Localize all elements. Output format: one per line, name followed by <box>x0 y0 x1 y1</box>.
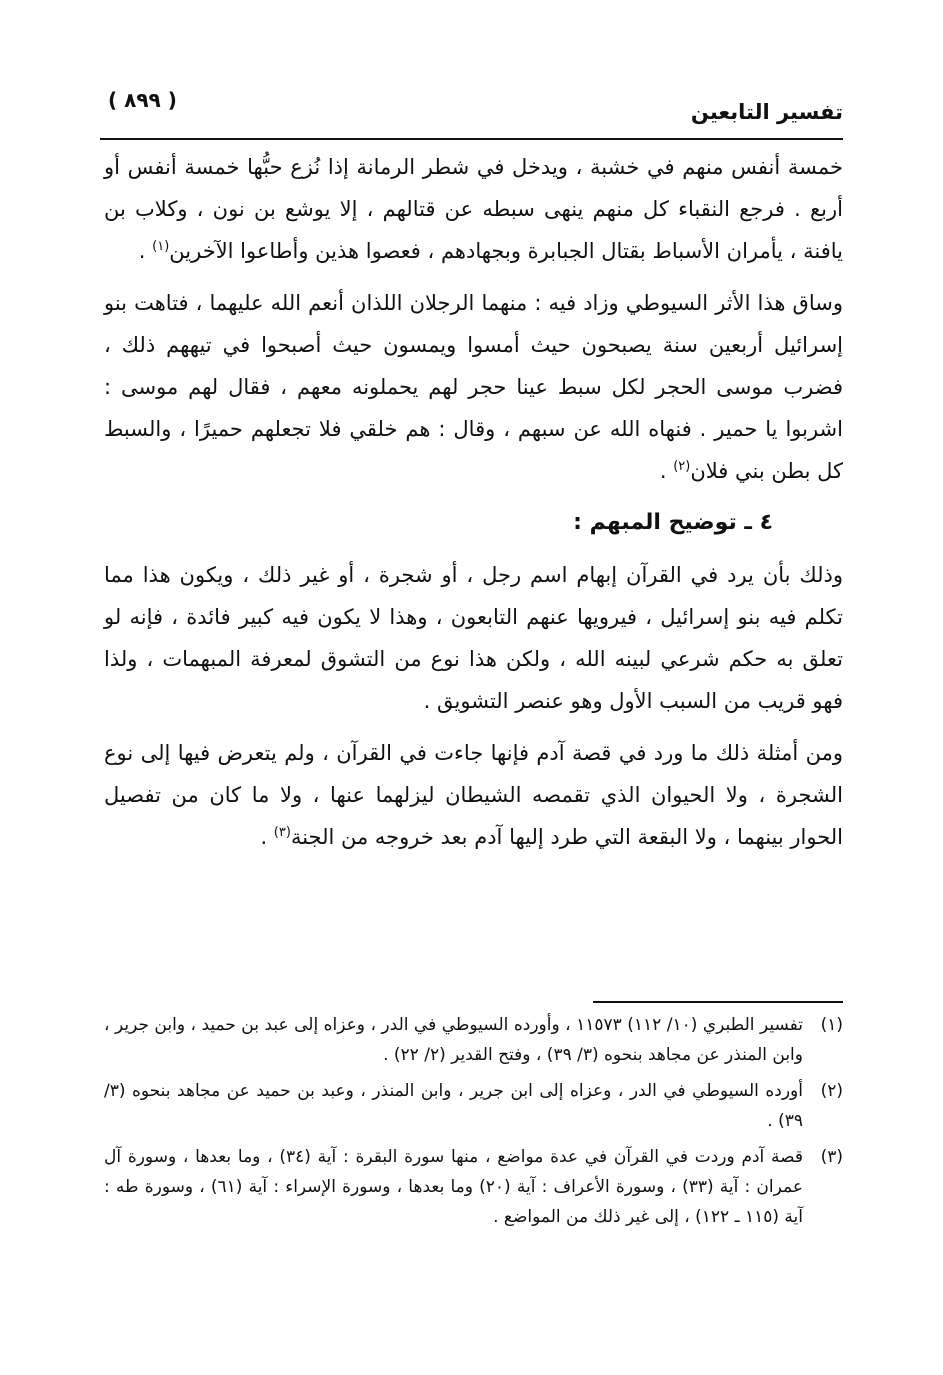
footnotes <box>104 1010 843 1238</box>
paragraph-1 <box>104 146 843 272</box>
main-text <box>104 146 843 858</box>
header-divider <box>100 138 843 140</box>
footnote <box>104 1142 843 1232</box>
paragraph-1-end: . <box>138 239 153 263</box>
footnote-text: تفسير الطبري (١٠/ ١١٢) ١١٥٧٣ ، وأورده السيوطي في الدر ، وعزاه إلى عبد بن حميد ، وابن جرير ، وابن المنذر عن مجاهد بنحوه (٣/ ٣٩) ، وفتح القدير (٢/ ٢٢) . <box>104 1015 803 1065</box>
paragraph-4-end: . <box>260 825 274 849</box>
running-title: تفسير التابعين <box>690 100 843 124</box>
footnote <box>104 1076 843 1136</box>
paragraph-4 <box>104 732 843 858</box>
footnote-divider <box>593 1001 843 1003</box>
footnote-ref-3: (٣) <box>273 825 291 840</box>
footnote-number: (٣) <box>820 1147 843 1167</box>
paragraph-4-text: ومن أمثلة ذلك ما ورد في قصة آدم فإنها جاءت في القرآن ، ولم يتعرض فيها إلى نوع الشجرة ، ولا الحيوان الذي تقمصه الشيطان ليزلهما عنها ، ولا ما كان من تفصيل الحوار بينهما ، ولا البقعة التي طرد إليها آدم بعد خروجه من الجنة <box>104 741 843 849</box>
footnote-number: (٢) <box>820 1081 843 1101</box>
footnote-ref-1: (١) <box>152 239 170 254</box>
paragraph-2 <box>104 282 843 492</box>
footnote-ref-2: (٢) <box>673 459 691 474</box>
footnote <box>104 1010 843 1070</box>
page-number: ( ٨٩٩ ) <box>108 88 177 112</box>
paragraph-2-end: . <box>659 459 674 483</box>
paragraph-1-text: خمسة أنفس منهم في خشبة ، ويدخل في شطر الرمانة إذا نُزع حبُّها خمسة أنفس أو أربع . فرجع النقباء كل منهم ينهى سبطه عن قتالهم ، إلا يوشع بن نون ، وكلاب بن يافنة ، يأمران الأسباط بقتال الجبابرة وبجهادهم ، فعصوا هذين وأطاعوا الآخرين <box>104 155 843 263</box>
paragraph-2-text: وساق هذا الأثر السيوطي وزاد فيه : منهما الرجلان اللذان أنعم الله عليهما ، فتاهت بنو إسرائيل أربعين سنة يصبحون حيث أمسوا ويمسون حيث أصبحوا في تيههم ذلك ، فضرب موسى الحجر لكل سبط عينا حجر لهم يحملونه معهم ، فقال لهم موسى : اشربوا يا حمير . فنهاه الله عن سبهم ، وقال : هم خلقي فلا تجعلهم حميرًا ، والسبط كل بطن بني فلان <box>104 291 843 483</box>
paragraph-3: وذلك بأن يرد في القرآن إبهام اسم رجل ، أو شجرة ، أو غير ذلك ، ويكون هذا مما تكلم فيه بنو إسرائيل ، فيرويها عنهم التابعون ، وهذا لا يكون فيه كبير فائدة ، فإنه لو تعلق به حكم شرعي لبينه الله ، ولكن هذا نوع من التشوق لمعرفة المبهمات ، ولذا فهو قريب من السبب الأول وهو عنصر التشويق . <box>104 563 843 713</box>
footnote-text: قصة آدم وردت في القرآن في عدة مواضع ، منها سورة البقرة : آية (٣٤) ، وما بعدها ، وسورة آل عمران : آية (٣٣) ، وسورة الأعراف : آية (٢٠) وما بعدها ، وسورة الإسراء : آية (٦١) ، وسورة طه : آية (١١٥ ـ ١٢٢) ، إلى غير ذلك من المواضع . <box>104 1147 803 1227</box>
section-heading: ٤ ـ توضيح المبهم : <box>573 510 773 535</box>
footnote-number: (١) <box>820 1015 843 1035</box>
footnote-text: أورده السيوطي في الدر ، وعزاه إلى ابن جرير ، وابن المنذر ، وعبد بن حميد عن مجاهد بنحوه (٣/ ٣٩) . <box>104 1081 803 1131</box>
running-header <box>108 88 843 130</box>
